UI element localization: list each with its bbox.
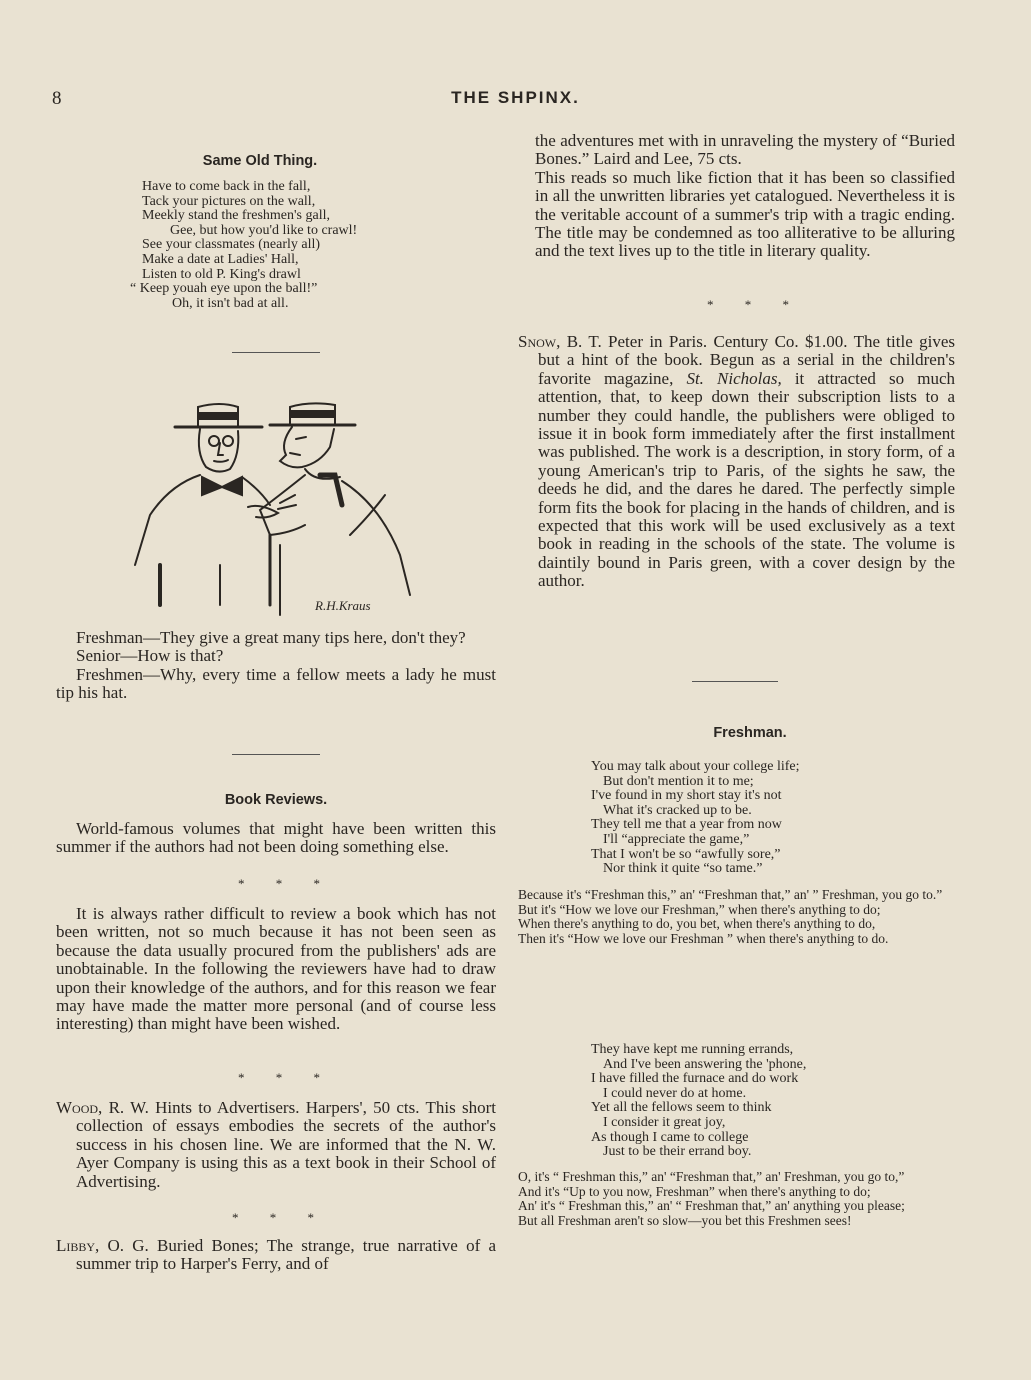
poem-same-old-thing — [130, 180, 460, 311]
poem-line: I've found in my short stay it's not — [591, 788, 782, 804]
author-name: Snow, — [518, 332, 561, 351]
poem-line: But don't mention it to me; — [603, 773, 754, 789]
poem-line: And I've been answering the 'phone, — [603, 1056, 807, 1072]
poem-line: What it's cracked up to be. — [603, 802, 752, 818]
review-text: O. G. Buried Bones; The strange, true narrative of a summer trip to Harper's Ferry, and of — [76, 1236, 496, 1274]
poem-line: Listen to old P. King's drawl — [142, 266, 301, 282]
poem-freshman-chorus-2 — [518, 1170, 958, 1228]
cartoon-illustration — [130, 395, 430, 620]
dialogue-line: Freshmen—Why, every time a fellow meets a lady he must tip his hat. — [56, 664, 496, 703]
dialogue-line: Senior—How is that? — [76, 646, 224, 666]
poem-line: I consider it great joy, — [603, 1114, 726, 1130]
separator-stars: * * * — [707, 297, 803, 312]
review-text: R. W. Hints to Advertisers. Harpers', 50 cts. This short collection of essays embodies the secrets of the author's success in his chosen line. We are informed that the N. W. Ayer Company is using this as a text book in their School of Advertising. — [76, 1098, 496, 1191]
author-name: Libby, — [56, 1236, 100, 1255]
book-reviews-paragraph — [56, 905, 496, 1034]
divider — [232, 754, 320, 755]
divider — [692, 681, 778, 682]
author-name: Wood, — [56, 1098, 103, 1117]
poem-line: Meekly stand the freshmen's gall, — [142, 208, 330, 224]
intro-paragraph: World-famous volumes that might have been written this summer if the authors had not been doing something else. — [56, 819, 496, 857]
dialogue-line: Freshman—They give a great many tips here, don't they? — [76, 628, 466, 647]
cartoon-signature: R.H.Kraus — [315, 598, 371, 613]
review-snow — [518, 333, 955, 591]
separator-stars: * * * — [238, 876, 334, 891]
poem-freshman-stanza-1 — [591, 760, 961, 877]
poem-title-freshman: Freshman. — [713, 725, 787, 741]
poem-line: That I won't be so “awfully sore,” — [591, 846, 781, 862]
poem-line: You may talk about your college life; — [591, 759, 800, 774]
poem-line: Because it's “Freshman this,” an' “Freshman that,” an' ” Freshman, you go to.” — [518, 887, 943, 902]
poem-line: “ Keep youah eye upon the ball!” — [130, 281, 318, 297]
review-libby-continued — [535, 132, 955, 261]
section-title-book-reviews: Book Reviews. — [224, 792, 328, 808]
poem-line: But it's “How we love our Freshman,” when there's anything to do; — [518, 901, 881, 917]
page-number: 8 — [52, 88, 62, 109]
review-wood — [56, 1099, 496, 1191]
poem-title-same-old-thing: Same Old Thing. — [202, 153, 318, 169]
poem-line: I'll “appreciate the game,” — [603, 831, 750, 847]
review-libby — [56, 1237, 496, 1274]
poem-line: Have to come back in the fall, — [142, 179, 311, 194]
divider — [232, 352, 320, 353]
poem-line: Yet all the fellows seem to think — [591, 1100, 772, 1116]
separator-stars: * * * — [232, 1210, 328, 1225]
magazine-title: St. Nicholas, — [686, 368, 782, 388]
running-title: THE SHPINX. — [451, 88, 580, 107]
separator-stars: * * * — [238, 1070, 334, 1085]
poem-line: Gee, but how you'd like to crawl! — [170, 222, 358, 238]
poem-line: An' it's “ Freshman this,” an' “ Freshman that,” an' anything you please; — [518, 1198, 905, 1214]
poem-line: Tack your pictures on the wall, — [142, 193, 316, 209]
poem-line: Nor think it quite “so tame.” — [603, 861, 763, 877]
poem-line: They tell me that a year from now — [591, 817, 782, 833]
poem-line: When there's anything to do, you bet, when there's anything to do, — [518, 916, 876, 932]
poem-line: But all Freshman aren't so slow—you bet this Freshmen sees! — [518, 1212, 852, 1228]
poem-line: They have kept me running errands, — [591, 1042, 794, 1057]
poem-line: O, it's “ Freshman this,” an' “Freshman that,” an' Freshman, you go to,” — [518, 1169, 905, 1184]
dialogue — [56, 629, 496, 703]
poem-line: As though I came to college — [591, 1129, 749, 1145]
review-text: the adventures met with in unraveling the mystery of “Buried Bones.” Laird and Lee, 75 cts. — [535, 131, 955, 169]
poem-line: And it's “Up to you now, Freshman” when there's anything to do; — [518, 1183, 871, 1199]
poem-freshman-stanza-2 — [591, 1043, 961, 1160]
review-text: B. T. Peter in Paris. Century Co. $1.00. The title gives but a hint of the book. Begun as a serial in the children's favorite magazine, — [538, 332, 955, 388]
poem-freshman-chorus-1 — [518, 888, 958, 946]
poem-line: Make a date at Ladies' Hall, — [142, 251, 299, 267]
poem-line: Just to be their errand boy. — [603, 1144, 752, 1160]
review-text: This reads so much like fiction that it has been so classified in all the unwritten libraries yet catalogued. Nevertheless it is the veritable account of a summer's trip with a tragic ending. The title may be condemned as too alliterative to be alluring and the text lives up to the title in literary quality. — [535, 167, 955, 261]
poem-line: Oh, it isn't bad at all. — [172, 295, 289, 311]
poem-line: I have filled the furnace and do work — [591, 1071, 799, 1087]
book-reviews-intro — [56, 820, 496, 857]
poem-line: I could never do at home. — [603, 1085, 747, 1101]
poem-line: Then it's “How we love our Freshman ” when there's anything to do. — [518, 930, 889, 946]
poem-line: See your classmates (nearly all) — [142, 237, 321, 253]
review-paragraph: It is always rather difficult to review a book which has not been written, not so much because it has not been seen as because the data usually procured from the publishers' ads are unobtainable. In the following the reviewers have had to draw upon their knowledge of the authors, and for this reason we fear may have made the matter more personal (and of course less interesting) than might have been wished. — [56, 904, 496, 1034]
review-text: it attracted so much attention, that, to keep down their subscription lists to a number they could handle, the publishers were obliged to issue it in book form immediately after the first installment was published. The work is a description, in story form, of a young American's trip to Paris, of the sights he saw, the deeds he did, and the dares he dared. The perfectly simple form fits the book for placing in the hands of children, and is expected that this work will be used exclusively as a text book in reading in the schools of the state. The volume is daintily bound in Paris green, with a cover design by the author. — [538, 368, 955, 591]
